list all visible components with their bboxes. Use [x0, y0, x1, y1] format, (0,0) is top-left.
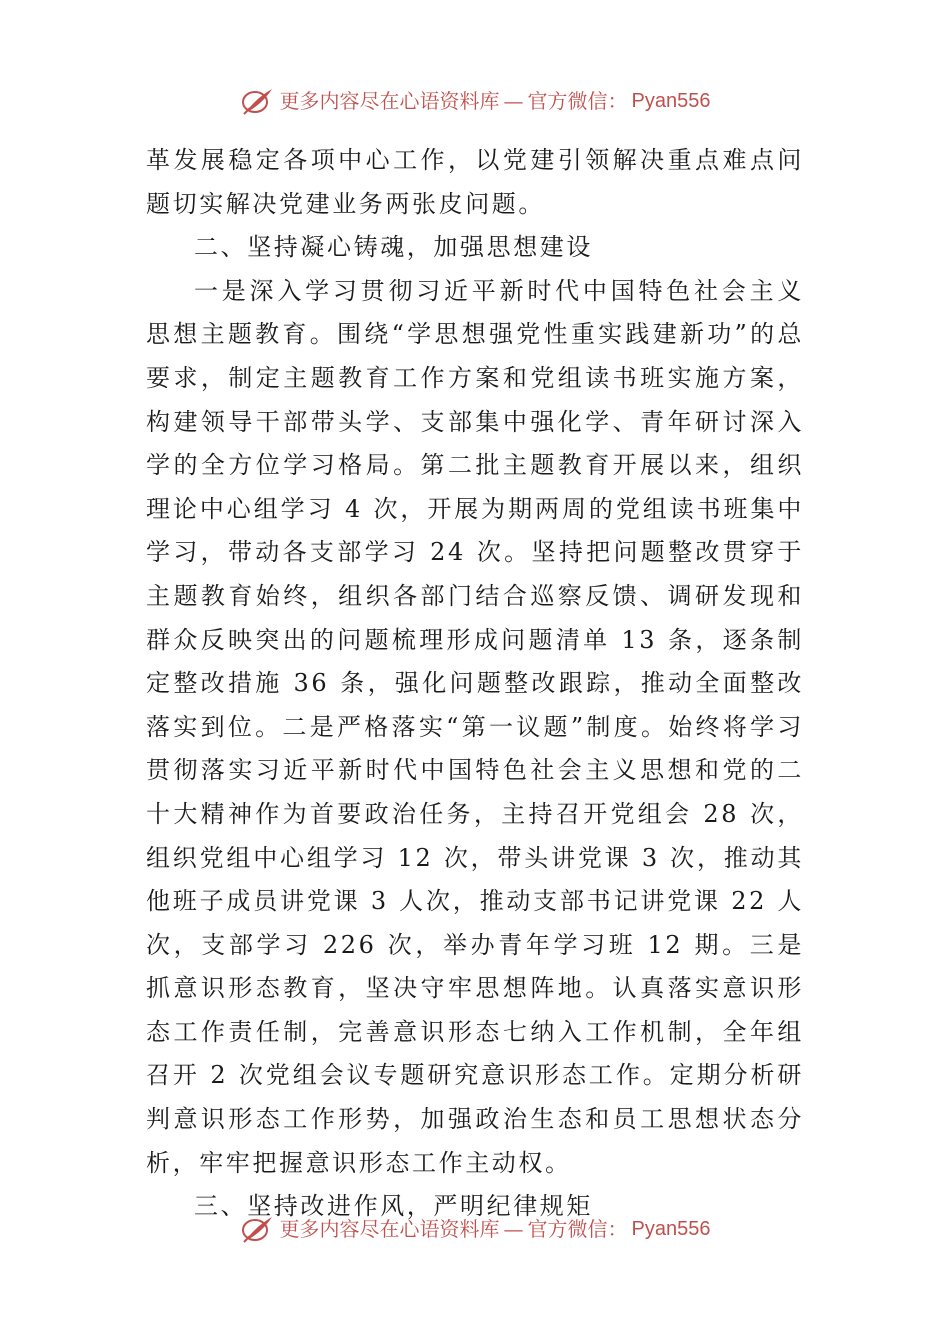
paragraph-main: 一是深入学习贯彻习近平新时代中国特色社会主义思想主题教育。围绕“学思想强党性重实践建新功”的总要求，制定主题教育工作方案和党组读书班实施方案，构建领导干部带头学、支部集中强化学、青年研讨深入学的全方位学习格局。第二批主题教育开展以来，组织理论中心组学习 4 次，开展为期两周的党组读书班集中学习，带动各支部学习 24 次。坚持把问题整改贯穿于主题教育始终，组织各部门结合巡察反馈、调研发现和群众反映突出的问题梳理形成问题清单 13 条，逐条制定整改措施 36 条，强化问题整改跟踪，推动全面整改落实到位。二是严格落实“第一议题”制度。始终将学习贯彻落实习近平新时代中国特色社会主义思想和党的二十大精神作为首要政治任务，主持召开党组会 28 次，组织党组中心组学习 12 次，带头讲党课 3 次，推动其他班子成员讲党课 3 人次，推动支部书记讲党课 22 人次，支部学习 226 次，举办青年学习班 12 期。三是抓意识形态教育，坚决守牢思想阵地。认真落实意识形态工作责任制，完善意识形态七纳入工作机制，全年组召开 2 次党组会议专题研究意识形态工作。定期分析研判意识形态工作形势，加强政治生态和员工思想状态分析，牢牢把握意识形态工作主动权。 — [146, 276, 804, 1177]
banner-brand-text: 更多内容尽在心语资料库 — [279, 1217, 500, 1241]
paragraph-continuation: 革发展稳定各项中心工作，以党建引领解决重点难点问题切实解决党建业务两张皮问题。 — [146, 146, 804, 218]
banner-brand-text: 更多内容尽在心语资料库 — [279, 89, 500, 113]
banner-wechat-label: 官方微信： — [527, 1217, 628, 1241]
quill-logo-icon — [240, 86, 274, 116]
section-heading-2: 二、坚持凝心铸魂，加强思想建设 — [194, 233, 593, 262]
banner-wechat-id: Pyan556 — [631, 90, 711, 112]
header-watermark-banner — [0, 86, 950, 116]
banner-separator: — — [503, 1217, 524, 1241]
banner-separator: — — [503, 89, 524, 113]
banner-wechat-label: 官方微信： — [527, 89, 628, 113]
document-body — [146, 139, 804, 1229]
banner-wechat-id: Pyan556 — [631, 1218, 711, 1240]
section-heading-3: 三、坚持改进作风，严明纪律规矩 — [194, 1192, 593, 1221]
footer-watermark-banner — [0, 1214, 950, 1244]
quill-logo-icon — [240, 1214, 274, 1244]
